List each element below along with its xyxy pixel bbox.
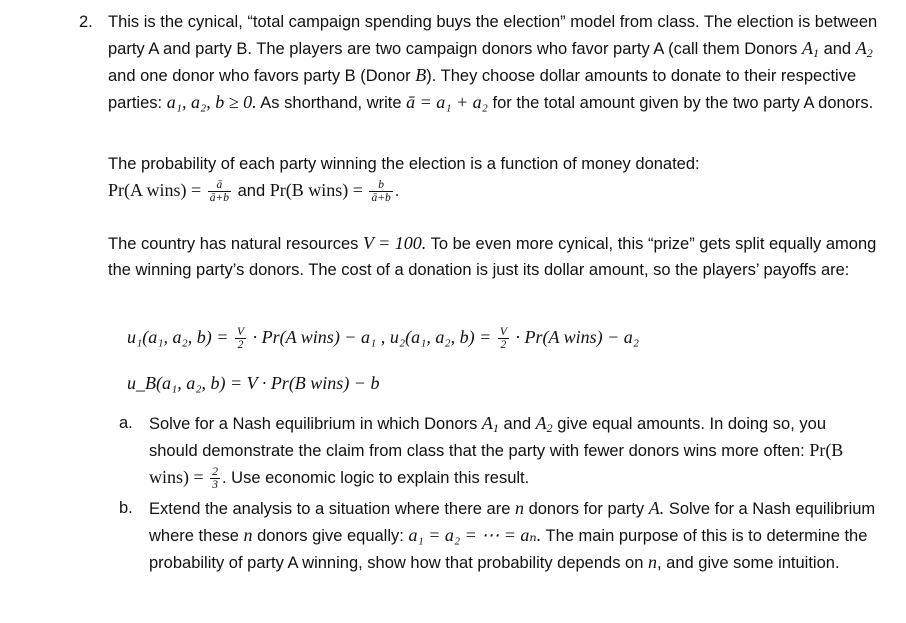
fracB: $\frac{b}{ā+b}$ [371, 179, 391, 205]
V-value: V = 100. [362, 233, 427, 253]
part-b-label: b. [119, 499, 133, 517]
question-intro: This is the cynical, “total campaign spending buys the election” model from class. The election is between party A and party B. The players are two campaign donors who favor party A (call them Donors $A_1$ and $A_2$ and one donor who favors party B (Donor B). They choose dollar amounts to donate to their respective parties: a₁, a₂, b ≥ 0. As shorthand, write ā = a₁ + a₂ for the total amount given by the two party A donors. [108, 13, 878, 112]
two-thirds: $\frac{2}{3}$ [212, 466, 218, 492]
prB-formula: Pr(B wins) = [269, 180, 363, 200]
question-number: 2. [79, 13, 93, 31]
resources-paragraph: The country has natural resources V = 100. To be even more cynical, this “prize” gets split equally among the winning party’s donors. The cost of a donation is just its dollar amount, so the players’ payoffs are: [108, 233, 877, 279]
part-a-text: Solve for a Nash equilibrium in which Donors $A_1$ and $A_2$ give equal amounts. In doing so, you should demonstrate the claim from class that the party with fewer donors wins more often: Pr(B wins) = $\frac{2}{3}$ . Use economic logic to explain this result. [149, 413, 844, 492]
part-b-text: Extend the analysis to a situation where there are n donors for party A. Solve for a Nash equilibrium where these n donors give equally: a₁ = a₂ = ⋯ = aₙ. The main purpose of this is to determine the probability of party A winning, show how that probability depends on n, and give some intuition. [149, 498, 876, 572]
equal-chain: a₁ = a₂ = ⋯ = aₙ. [408, 525, 542, 545]
payoff-uB: u_B(a₁, a₂, b) = V · Pr(B wins) − b [127, 373, 380, 393]
abar-definition: ā = a₁ + a₂ [406, 92, 488, 112]
nonneg-constraint: a₁, a₂, b ≥ 0. [166, 92, 257, 112]
part-a-label: a. [119, 414, 133, 432]
payoff-u1-u2: u₁(a₁, a₂, b) = $\frac{V}{2}$ · Pr(A wins) − a₁ , u₂(a₁, a₂, b) = $\frac{V}{2}$ · Pr(A wins) − a₂ [127, 326, 640, 352]
prA-formula: Pr(A wins) = [108, 180, 202, 200]
fracA: $\frac{ā}{ā+b}$ [209, 179, 230, 205]
probability-paragraph: The probability of each party winning the election is a function of money donated: Pr(A wins) = $\frac{ā}{ā+b}$ and Pr(B wins) = $\frac{b}{ā+b}$ . [108, 155, 700, 205]
